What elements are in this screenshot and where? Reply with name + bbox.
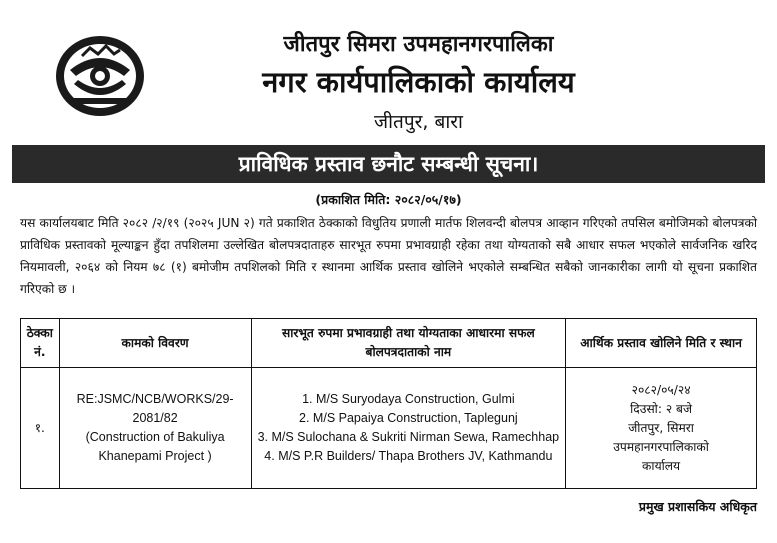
opening-place: कार्यालय bbox=[642, 458, 681, 473]
bidder-item: 2. M/S Papaiya Construction, Taplegunj bbox=[299, 411, 518, 425]
work-description: (Construction of Bakuliya Khanepami Project ) bbox=[85, 430, 225, 463]
cell-opening bbox=[566, 368, 757, 489]
table-row bbox=[21, 368, 757, 489]
published-date: (प्रकाशित मिति: २०८२/०५/१७) bbox=[315, 192, 462, 207]
header-bidders: सारभूत रुपमा प्रभावग्राही तथा योग्यताका आधारमा सफल बोलपत्रदाताको नाम bbox=[251, 319, 566, 368]
opening-place: उपमहानगरपालिकाको bbox=[613, 439, 709, 454]
bidder-item: 1. M/S Suryodaya Construction, Gulmi bbox=[302, 392, 515, 406]
office-name: नगर कार्यपालिकाको कार्यालय bbox=[262, 65, 575, 99]
cell-description bbox=[59, 368, 251, 489]
letterhead bbox=[0, 0, 777, 145]
opening-time: दिउसो: २ बजे bbox=[630, 401, 693, 416]
cell-bidders bbox=[251, 368, 566, 489]
header-description: कामको विवरण bbox=[59, 319, 251, 368]
notice-table bbox=[20, 318, 757, 489]
header-opening: आर्थिक प्रस्ताव खोलिने मिति र स्थान bbox=[566, 319, 757, 368]
office-location: जीतपुर, बारा bbox=[374, 111, 463, 133]
bidder-item: 3. M/S Sulochana & Sukriti Nirman Sewa, Ramechhap bbox=[257, 430, 560, 444]
municipality-name: जीतपुर सिमरा उपमहानगरपालिका bbox=[283, 32, 554, 57]
opening-place: जीतपुर, सिमरा bbox=[628, 420, 694, 435]
contract-number: RE:JSMC/NCB/WORKS/29-2081/82 bbox=[76, 392, 234, 425]
notice-title: प्राविधिक प्रस्ताव छनौट सम्बन्धी सूचना। bbox=[12, 145, 765, 183]
notice-body: यस कार्यालयबाट मिति २०८२ /२/१९ (२०२५ JUN २) गते प्रकाशित ठेक्काको विधुतिय प्रणाली मार्तफ शिलवन्दी बोलपत्र आव्हान गरिएको तपसिल बमोजिमको बोलपत्रको प्राविधिक प्रस्तावको मूल्याङ्कन हुँदा तपशिलमा उल्लेखित बोलपत्रदाताहरु सारभूत रुपमा प्रभावग्राही रहेका तथा योग्यताको सबै आधार सफल भएकोले सार्वजनिक खरिद नियमावली, २०६४ को नियम ७८ (१) बमोजीम तपशिलको मिति र स्थानमा आर्थिक प्रस्ताव खोलिने भएकोले सम्बन्धित सबैको जानकारीका लागी यो सूचना प्रकाशित गरिएको छ । bbox=[20, 216, 757, 296]
table-header-row bbox=[21, 319, 757, 368]
header-serial: ठेक्का नं. bbox=[21, 319, 60, 368]
cell-serial: १. bbox=[21, 368, 60, 489]
bidder-item: 4. M/S P.R Builders/ Thapa Brothers JV, Kathmandu bbox=[264, 449, 553, 463]
opening-date: २०८२/०५/२४ bbox=[631, 382, 691, 397]
signatory-title: प्रमुख प्रशासकिय अधिकृत bbox=[638, 499, 757, 514]
